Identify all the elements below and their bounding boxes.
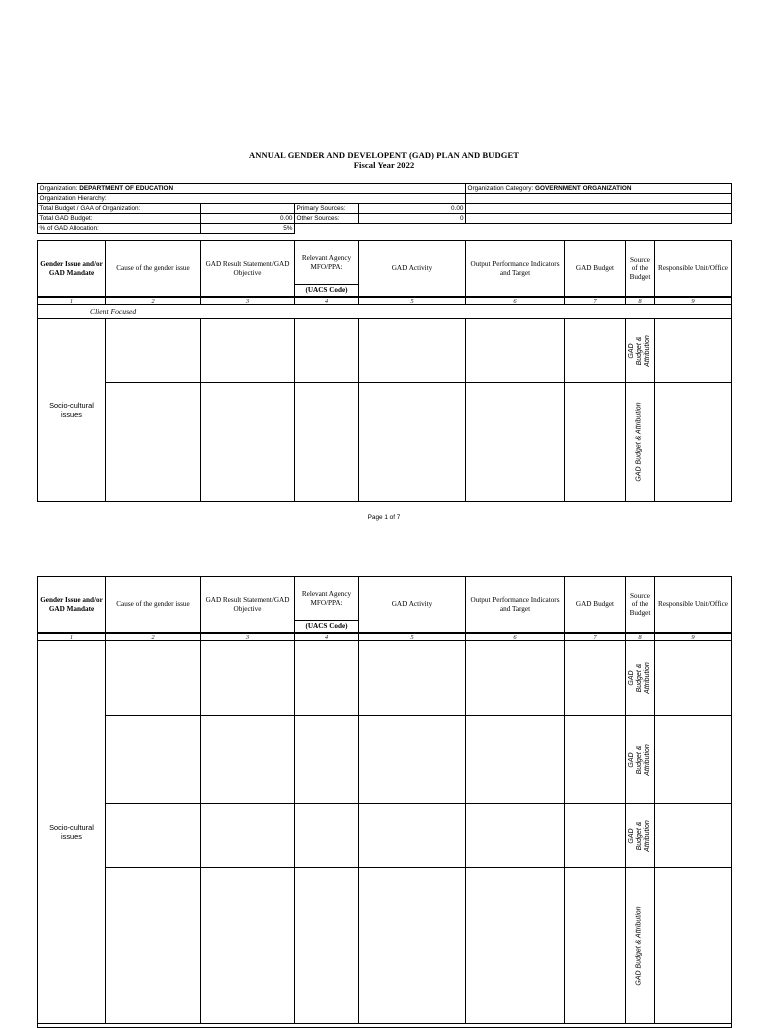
column-number: 3 [200, 297, 295, 305]
column-number: 4 [294, 297, 359, 305]
column-number: 9 [654, 633, 732, 641]
header-source-budget: Source of the Budget [625, 240, 655, 297]
header-gad-activity: GAD Activity [358, 576, 466, 633]
column-number: 8 [625, 633, 655, 641]
source-budget-cell: GAD Budget & Attribution [625, 318, 655, 383]
primary-sources-label: Primary Sources: [294, 203, 359, 214]
column-number: 6 [465, 297, 565, 305]
header-uacs-code: (UACS Code) [294, 284, 359, 297]
column-number: 5 [358, 297, 466, 305]
column-number: 8 [625, 297, 655, 305]
other-sources-label: Other Sources: [294, 213, 359, 224]
organization-field: Organization: DEPARTMENT OF EDUCATION [37, 183, 466, 194]
column-number: 1 [37, 633, 106, 641]
header-gad-budget: GAD Budget [564, 240, 626, 297]
document-title: ANNUAL GENDER AND DEVELOPENT (GAD) PLAN AND BUDGET [248, 150, 520, 160]
page-number: Page 1 of 7 [367, 514, 401, 521]
header-responsible-unit: Responsible Unit/Office [654, 240, 732, 297]
total-gad-budget-value: 0.00 [200, 213, 295, 224]
header-gad-budget: GAD Budget [564, 576, 626, 633]
header-gender-issue: Gender Issue and/or GAD Mandate [37, 240, 106, 297]
source-budget-cell: GAD Budget & Attribution [625, 803, 655, 868]
gad-plan-table-page-1 [37, 240, 732, 502]
total-budget-label: Total Budget / GAA of Organization: [37, 203, 201, 214]
total-budget-value [200, 203, 295, 214]
table-border [37, 240, 732, 502]
column-number: 7 [564, 633, 626, 641]
source-budget-cell: GAD Budget & Attribution [625, 640, 655, 716]
header-relevant-mfo: Relevant Agency MFO/PPA: [294, 240, 359, 285]
header-gad-activity: GAD Activity [358, 240, 466, 297]
column-number: 2 [105, 633, 201, 641]
primary-sources-value: 0.00 [358, 203, 466, 214]
column-number: 5 [358, 633, 466, 641]
header-cause: Cause of the gender issue [105, 240, 201, 297]
table-border [37, 576, 732, 1028]
header-relevant-mfo: Relevant Agency MFO/PPA: [294, 576, 359, 621]
header-result-statement: GAD Result Statement/GAD Objective [200, 240, 295, 297]
header-gender-issue: Gender Issue and/or GAD Mandate [37, 576, 106, 633]
organization-info [37, 183, 732, 235]
fiscal-year: Fiscal Year 2022 [353, 160, 415, 170]
gad-allocation-value: 5% [200, 223, 295, 234]
column-number: 1 [37, 297, 106, 305]
blank-cell [465, 203, 732, 214]
organization-hierarchy-field: Organization Hierarchy: [37, 193, 466, 204]
header-cause: Cause of the gender issue [105, 576, 201, 633]
header-responsible-unit: Responsible Unit/Office [654, 576, 732, 633]
column-number: 2 [105, 297, 201, 305]
blank-cell [465, 213, 732, 224]
source-budget-cell: GAD Budget & Attribution [625, 867, 655, 1024]
gad-allocation-label: % of GAD Allocation: [37, 223, 201, 234]
client-focused-row: Client Focused [37, 304, 732, 319]
header-output-indicators: Output Performance Indicators and Target [465, 576, 565, 633]
column-number: 3 [200, 633, 295, 641]
organization-category-field: Organization Category: GOVERNMENT ORGANIZATION [465, 183, 732, 194]
header-uacs-code: (UACS Code) [294, 620, 359, 633]
header-result-statement: GAD Result Statement/GAD Objective [200, 576, 295, 633]
blank-cell [465, 193, 732, 204]
column-number: 7 [564, 297, 626, 305]
header-source-budget: Source of the Budget [625, 576, 655, 633]
header-output-indicators: Output Performance Indicators and Target [465, 240, 565, 297]
column-number: 4 [294, 633, 359, 641]
other-sources-value: 0 [358, 213, 466, 224]
gad-plan-table-page-2 [37, 576, 732, 1024]
total-gad-budget-label: Total GAD Budget: [37, 213, 201, 224]
column-number: 6 [465, 633, 565, 641]
gender-issue-cell: Socio-cultural issues [37, 640, 106, 1024]
gender-issue-cell: Socio-cultural issues [37, 318, 106, 502]
source-budget-cell: GAD Budget & Attribution [625, 382, 655, 502]
column-number: 9 [654, 297, 732, 305]
source-budget-cell: GAD Budget & Attribution [625, 715, 655, 804]
